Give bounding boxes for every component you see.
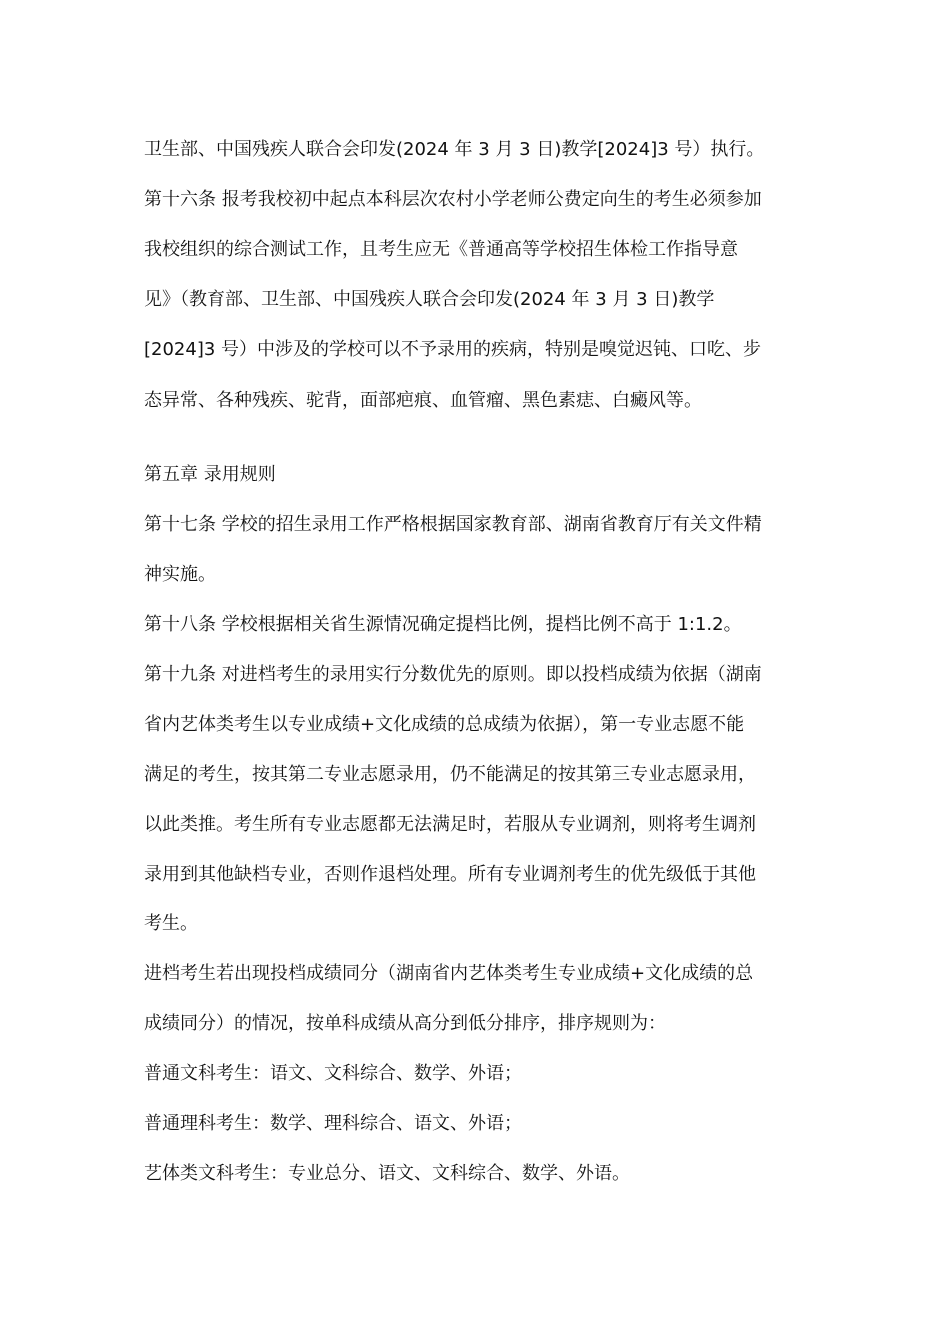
text-line: 我校组织的综合测试工作，且考生应无《普通高等学校招生体检工作指导意 <box>144 239 738 260</box>
text-line: 满足的考生，按其第二专业志愿录用，仍不能满足的按其第三专业志愿录用， <box>144 764 756 785</box>
chapter-heading: 第五章 录用规则 <box>144 464 276 485</box>
text-line: 录用到其他缺档专业，否则作退档处理。所有专业调剂考生的优先级低于其他 <box>144 864 756 885</box>
text-line: 态异常、各种残疾、驼背，面部疤痕、血管瘤、黑色素痣、白癜风等。 <box>144 390 702 411</box>
tie-rule-line: 进档考生若出现投档成绩同分（湖南省内艺体类考生专业成绩+文化成绩的总 <box>144 963 754 984</box>
text-line: 考生。 <box>144 913 198 934</box>
text-line: 见》（教育部、卫生部、中国残疾人联合会印发(2024 年 3 月 3 日)教学 <box>144 289 715 310</box>
article-16-line: 第十六条 报考我校初中起点本科层次农村小学老师公费定向生的考生必须参加 <box>144 189 762 210</box>
text-line: 神实施。 <box>144 564 216 585</box>
liberal-arts-order-line: 普通文科考生：语文、文科综合、数学、外语； <box>144 1063 522 1084</box>
text-line: 以此类推。考生所有专业志愿都无法满足时，若服从专业调剂，则将考生调剂 <box>144 814 756 835</box>
science-order-line: 普通理科考生：数学、理科综合、语文、外语； <box>144 1113 522 1134</box>
text-line: 省内艺体类考生以专业成绩+文化成绩的总成绩为依据），第一专业志愿不能 <box>144 714 745 735</box>
text-line: 成绩同分）的情况，按单科成绩从高分到低分排序，排序规则为： <box>144 1013 666 1034</box>
arts-liberal-order-line: 艺体类文科考生：专业总分、语文、文科综合、数学、外语。 <box>144 1163 630 1184</box>
article-18-line: 第十八条 学校根据相关省生源情况确定提档比例，提档比例不高于 1:1.2。 <box>144 614 742 635</box>
text-line: 卫生部、中国残疾人联合会印发(2024 年 3 月 3 日)教学[2024]3 号）执行。 <box>144 139 765 160</box>
article-19-line: 第十九条 对进档考生的录用实行分数优先的原则。即以投档成绩为依据（湖南 <box>144 664 762 685</box>
text-line: [2024]3 号）中涉及的学校可以不予录用的疾病，特别是嗅觉迟钝、口吃、步 <box>144 339 762 360</box>
article-17-line: 第十七条 学校的招生录用工作严格根据国家教育部、湖南省教育厅有关文件精 <box>144 514 762 535</box>
